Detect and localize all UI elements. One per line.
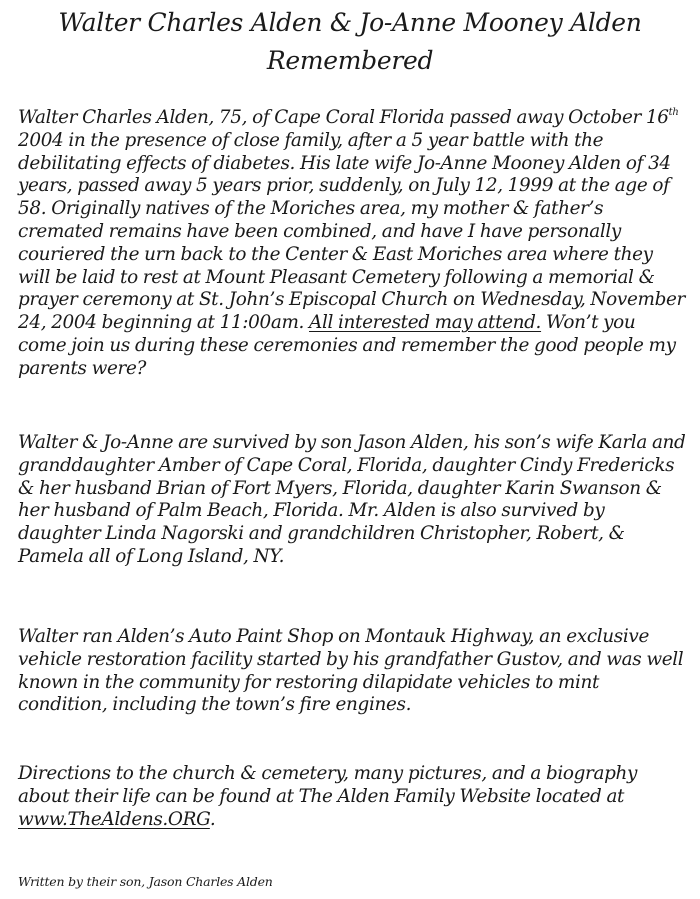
survivors-paragraph: Walter & Jo-Anne are survived by son Jason Alden, his son’s wife Karla and granddaughter Amber of Cape Coral, Florida, daughter Cindy Fredericks & her husband Brian of Fort Myers, Florida, daughter Karin Swanson & her husband of Palm Beach, Florida. Mr. Alden is also survived by daughter Linda Nagorski and grandchildren Christopher, Robert, & Pamela all of Long Island, NY.	[18, 432, 686, 567]
obituary-continuation-text: 2004 in the presence of close family, after a 5 year battle with the debilitating effects of diabetes. His late wife Jo-Anne Mooney Alden of 34 years, passed away 5 years prior, suddenly, on July 12, 1999 at the age of 58. Originally natives of the Moriches area, my mother & father’s cremated remains have been combined, and have I have personally couriered the urn back to the Center & East Moriches area where they will be laid to rest at Mount Pleasant Cemetery following a memorial & prayer ceremony at St. John’s Episcopal Church on Wednesday, November 24, 2004 beginning at 11:00am.	[18, 129, 685, 334]
attendance-invitation: All interested may attend.	[309, 312, 542, 334]
directions-tail: .	[209, 808, 216, 830]
obituary-tail-text: Won’t you come join us during these ceremonies and remember the good people my parents were?	[18, 312, 676, 379]
notice-title: Walter Charles Alden & Jo-Anne Mooney Alden	[58, 8, 642, 37]
obituary-paragraph	[18, 107, 688, 381]
directions-paragraph	[18, 763, 688, 831]
family-website-link[interactable]: www.TheAldens.ORG	[18, 808, 210, 830]
obituary-lead-text: Walter Charles Alden, 75, of Cape Coral Florida passed away October 16	[18, 107, 669, 128]
business-paragraph: Walter ran Alden’s Auto Paint Shop on Montauk Highway, an exclusive vehicle restoration facility started by his grandfather Gustov, and was well known in the community for restoring dilapidate vehicles to mint condition, including the town’s fire engines.	[18, 626, 684, 716]
author-signature: Written by their son, Jason Charles Alden	[18, 874, 273, 889]
date-ordinal: th	[668, 107, 679, 118]
directions-text: Directions to the church & cemetery, many pictures, and a biography about their life can be found at The Alden Family Website located at	[18, 763, 638, 807]
notice-subtitle: Remembered	[266, 46, 434, 75]
